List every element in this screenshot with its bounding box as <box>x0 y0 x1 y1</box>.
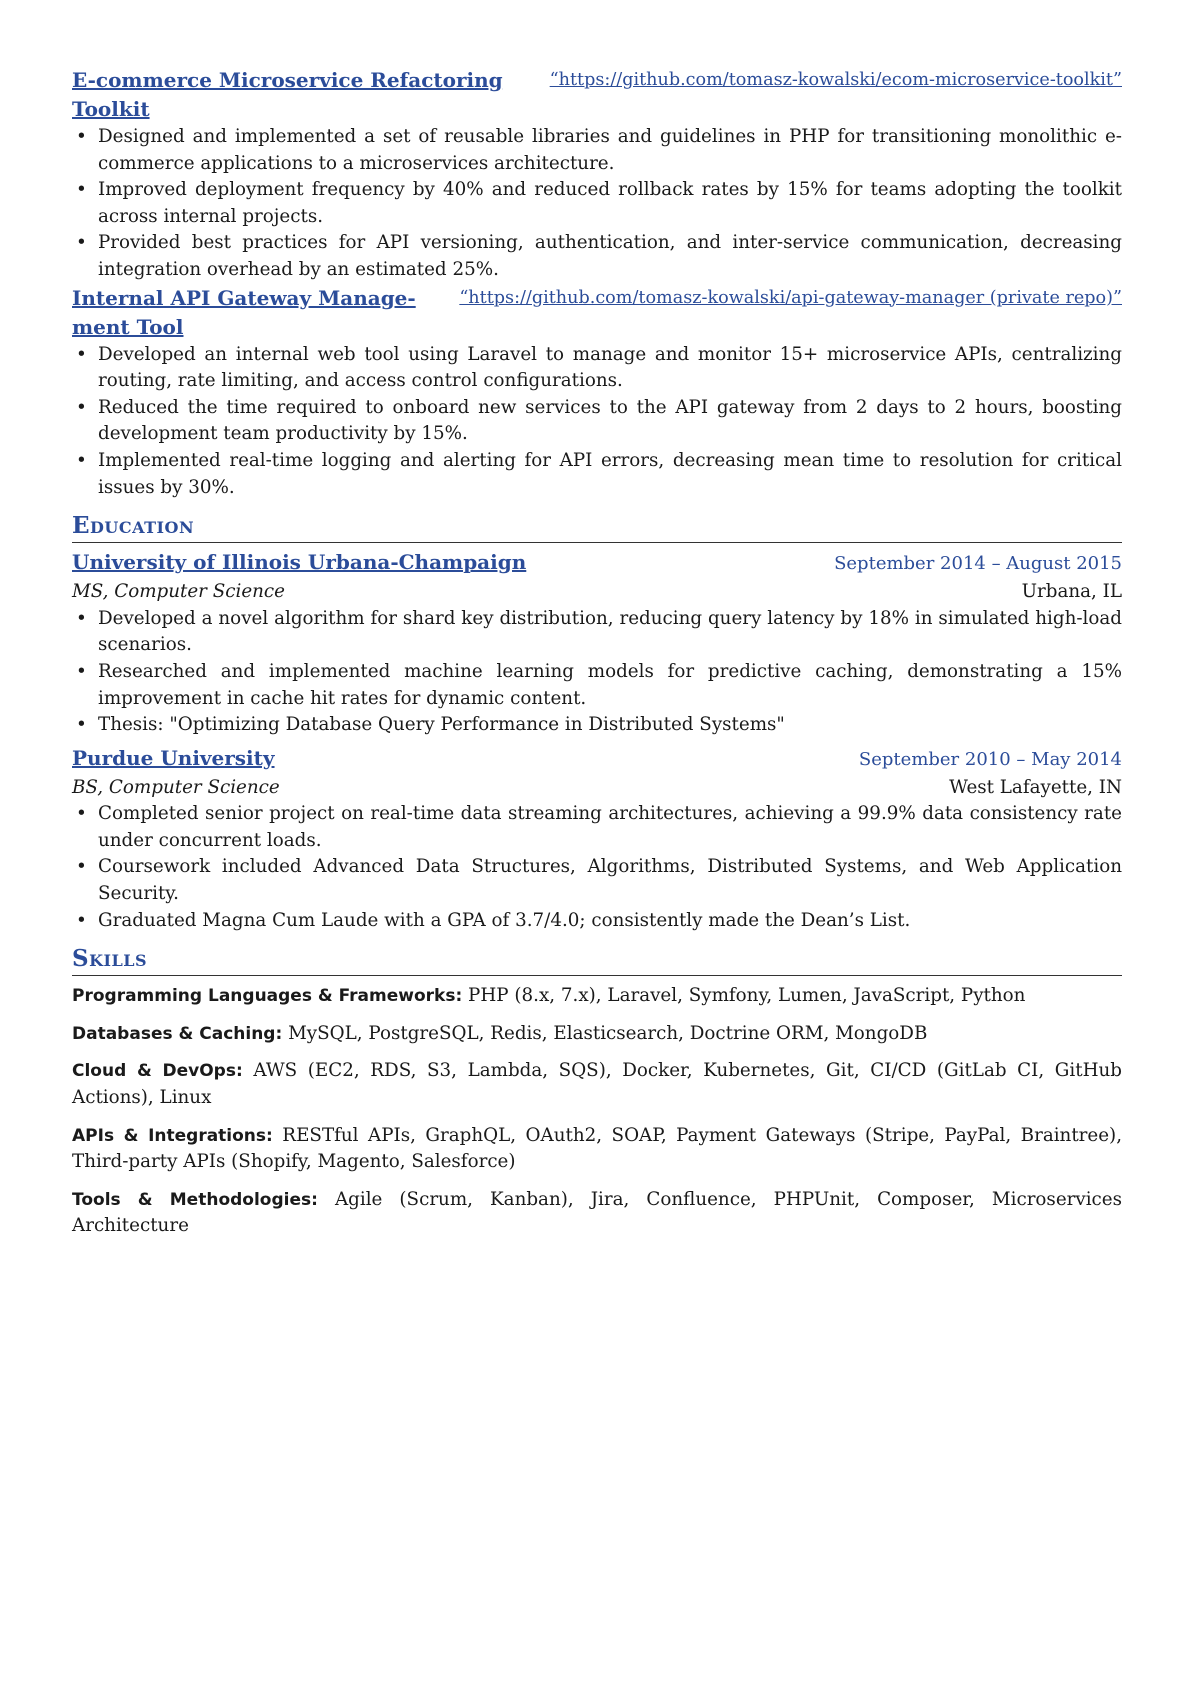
bullet-item: • Thesis: "Optimizing Database Query Performance in Distributed Systems" <box>98 712 1122 739</box>
project-title-link[interactable]: E-commerce Microservice Refactoring Toolkit <box>72 68 503 121</box>
skill-label: Cloud & DevOps: <box>72 1061 243 1082</box>
education-header-row <box>72 743 1122 775</box>
section-heading-skills: Skills <box>72 944 1122 976</box>
degree: MS, Computer Science <box>72 581 285 603</box>
project-header <box>72 66 1122 124</box>
skill-label: Tools & Methodologies: <box>72 1189 318 1210</box>
bullet-item: • Reduced the time required to onboard new services to the API gateway from 2 days to 2 hours, boosting development team productivity by 15%. <box>98 395 1122 448</box>
project-title-link[interactable]: Internal API Gateway Manage-ment Tool <box>72 285 416 339</box>
education-entry-uiuc <box>72 547 1122 739</box>
section-heading-education: Education <box>72 511 1122 543</box>
education-degree-row <box>72 775 1122 802</box>
school-name-link[interactable]: Purdue University <box>72 745 275 770</box>
skill-value: Agile (Scrum, Kanban), Jira, Confluence, PHPUnit, Composer, Microservices Architecture <box>72 1188 1122 1237</box>
skill-row <box>72 983 1122 1010</box>
project-bullets <box>72 124 1122 284</box>
bullet-item: • Coursework included Advanced Data Structures, Algorithms, Distributed Systems, and Web Application Security. <box>98 854 1122 907</box>
education-entry-purdue <box>72 743 1122 935</box>
education-dates: September 2014 – August 2015 <box>834 553 1122 575</box>
location: West Lafayette, IN <box>949 776 1122 798</box>
skill-label: APIs & Integrations: <box>72 1125 273 1146</box>
skill-value: MySQL, PostgreSQL, Redis, Elasticsearch, Doctrine ORM, MongoDB <box>282 1022 928 1044</box>
education-bullets <box>72 801 1122 934</box>
bullet-item: • Implemented real-time logging and alerting for API errors, decreasing mean time to resolution for critical issues by 30%. <box>98 448 1122 501</box>
skill-row <box>72 1058 1122 1111</box>
school-name-link[interactable]: University of Illinois Urbana-Champaign <box>72 550 527 575</box>
bullet-item: • Developed a novel algorithm for shard key distribution, reducing query latency by 18% in simulated high-load scenarios. <box>98 606 1122 659</box>
project-repo-link[interactable]: “https://github.com/tomasz-kowalski/ecom-microservice-toolkit” <box>549 70 1122 90</box>
bullet-item: • Provided best practices for API versioning, authentication, and inter-service communication, decreasing integration overhead by an estimated 25%. <box>98 230 1122 283</box>
education-bullets <box>72 606 1122 739</box>
bullet-item: • Developed an internal web tool using Laravel to manage and monitor 15+ microservice APIs, centralizing routing, rate limiting, and access control configurations. <box>98 342 1122 395</box>
skill-label: Programming Languages & Frameworks: <box>72 986 463 1007</box>
project-header <box>72 284 1122 342</box>
resume-content <box>72 66 1122 1240</box>
skills-list <box>72 983 1122 1240</box>
education-header-row <box>72 547 1122 579</box>
bullet-item: • Improved deployment frequency by 40% and reduced rollback rates by 15% for teams adopting the toolkit across internal projects. <box>98 177 1122 230</box>
skill-row <box>72 1123 1122 1176</box>
skill-value: RESTful APIs, GraphQL, OAuth2, SOAP, Payment Gateways (Stripe, PayPal, Braintree), Third-party APIs (Shopify, Magento, Salesforce) <box>72 1124 1123 1173</box>
project-api-gateway <box>72 284 1122 502</box>
skill-value: PHP (8.x, 7.x), Laravel, Symfony, Lumen, JavaScript, Python <box>462 985 1026 1007</box>
bullet-item: • Designed and implemented a set of reusable libraries and guidelines in PHP for transitioning monolithic e-commerce applications to a microservices architecture. <box>98 124 1122 177</box>
skill-row <box>72 1187 1122 1240</box>
project-ecom-toolkit <box>72 66 1122 284</box>
location: Urbana, IL <box>1021 581 1122 603</box>
bullet-item: • Researched and implemented machine learning models for predictive caching, demonstrating a 15% improvement in cache hit rates for dynamic content. <box>98 659 1122 712</box>
bullet-item: • Graduated Magna Cum Laude with a GPA of 3.7/4.0; consistently made the Dean’s List. <box>98 908 1122 935</box>
education-degree-row <box>72 579 1122 606</box>
bullet-item: • Completed senior project on real-time data streaming architectures, achieving a 99.9% data consistency rate under concurrent loads. <box>98 801 1122 854</box>
education-dates: September 2010 – May 2014 <box>858 748 1122 770</box>
skill-label: Databases & Caching: <box>72 1023 283 1044</box>
project-bullets <box>72 342 1122 502</box>
degree: BS, Computer Science <box>72 776 280 798</box>
skill-row <box>72 1021 1122 1048</box>
skill-value: AWS (EC2, RDS, S3, Lambda, SQS), Docker, Kubernetes, Git, CI/CD (GitLab CI, GitHub Actions), Linux <box>72 1060 1122 1109</box>
project-repo-link[interactable]: “https://github.com/tomasz-kowalski/api-gateway-manager (private repo)” <box>459 287 1122 308</box>
